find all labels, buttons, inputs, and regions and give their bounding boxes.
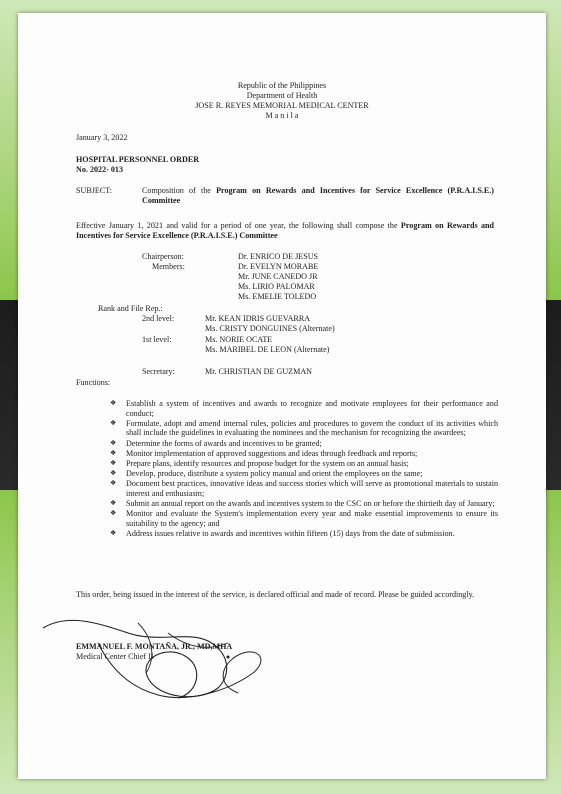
level1-name: Ms. MARIBEL DE LEON (Alternate) (205, 345, 330, 354)
function-text: Prepare plans, identify resources and propose budget for the system on an annual basis; (126, 458, 409, 468)
list-item (110, 439, 498, 449)
header-city: M a n i l a (265, 111, 299, 120)
functions-label: Functions: (76, 378, 111, 387)
list-item (110, 399, 498, 418)
level2-label: 2nd level: (142, 314, 175, 323)
diamond-bullet-icon: ❖ (110, 499, 117, 508)
intro-prefix: Effective January 1, 2021 and valid for a period of one year, the following shall compose the (76, 221, 401, 230)
diamond-bullet-icon: ❖ (110, 418, 117, 427)
diamond-bullet-icon: ❖ (110, 509, 117, 518)
diamond-bullet-icon: ❖ (110, 448, 117, 457)
diamond-bullet-icon: ❖ (110, 458, 117, 467)
level1-name: Ms. NORIE OCATE (205, 335, 273, 344)
order-number: No. 2022- 013 (76, 165, 123, 174)
level2-name: Mr. KEAN IDRIS GUEVARRA (205, 314, 311, 323)
list-item (110, 469, 498, 479)
rank-file-label: Rank and File Rep.: (98, 304, 163, 313)
functions-list (110, 399, 498, 539)
signatory-title: Medical Center Chief II (76, 652, 154, 661)
order-title: HOSPITAL PERSONNEL ORDER (76, 155, 200, 164)
document-date: January 3, 2022 (76, 133, 128, 142)
level2-name: Ms. CRISTY DONGUINES (Alternate) (205, 324, 335, 333)
diamond-bullet-icon: ❖ (110, 399, 117, 407)
function-text: Submit an annual report on the awards and incentives system to the CSC on or before the thirtieth day of January; (126, 499, 495, 509)
list-item (110, 509, 498, 528)
function-text: Determine the forms of awards and incentives to be granted; (126, 438, 322, 448)
document-page (18, 13, 546, 779)
subject-prefix: Composition of the (142, 186, 217, 195)
header-hospital: JOSE R. REYES MEMORIAL MEDICAL CENTER (195, 101, 369, 110)
list-item (110, 529, 498, 539)
member-name: Ms. EMELIE TOLEDO (238, 292, 317, 301)
function-text: Monitor implementation of approved suggestions and ideas through feedback and reports; (126, 448, 418, 458)
header-department: Department of Health (246, 91, 318, 100)
intro-program: Program on Rewards and Incentives for Service Excellence (P.R.A.I.S.E.) Committee (76, 221, 495, 240)
list-item (110, 459, 498, 469)
closing-paragraph: This order, being issued in the interest of the service, is declared official and made of record. Please be guided accordingly. (76, 590, 475, 599)
list-item (110, 499, 498, 509)
function-text: Monitor and evaluate the System's implementation every year and make essential improvements to ensure its suitability to the agency; and (126, 509, 498, 528)
members-label: Members: (152, 262, 185, 271)
subject-program: Program on Rewards and Incentives for Service Excellence (P.R.A.I.S.E.) Committee (142, 186, 494, 205)
function-text: Develop, produce, distribute a system policy manual and orient the employees on the same; (126, 469, 423, 479)
function-text: Address issues relative to awards and incentives within fifteen (15) days from the date of submission. (126, 529, 455, 539)
intro-paragraph (76, 221, 494, 241)
subject-label: SUBJECT: (76, 186, 113, 195)
member-name: Ms. LIRIO PALOMAR (238, 282, 315, 291)
member-name: Dr. EVELYN MORABE (238, 262, 319, 271)
diamond-bullet-icon: ❖ (110, 529, 117, 538)
function-text: Establish a system of incentives and awards to recognize and motivate employees for their performance and conduct; (126, 399, 498, 418)
function-text: Document best practices, innovative ideas and success stories which will serve as promotional materials to sustain interest and enthusiasm; (126, 479, 498, 498)
signatory-name: EMMANUEL F. MONTAÑA, JR., MD,MHA (76, 642, 233, 651)
list-item (110, 419, 498, 438)
member-name: Mr. JUNE CANEDO JR (238, 272, 318, 281)
header-republic: Republic of the Philippines (237, 81, 327, 90)
function-text: Formulate, adopt and amend internal rules, policies and procedures to govern the conduct of its activities which shall include the guidelines in evaluating the nominees and the mechanism for recognizing the awardees; (126, 418, 498, 438)
chair-label: Chairperson: (142, 252, 184, 261)
diamond-bullet-icon: ❖ (110, 479, 117, 488)
list-item (110, 479, 498, 498)
subject-text (142, 186, 494, 206)
secretary-label: Secretary: (142, 367, 175, 376)
chair-name: Dr. ENRICO DE JESUS (238, 252, 319, 261)
secretary-name: Mr. CHRISTIAN DE GUZMAN (205, 367, 313, 376)
diamond-bullet-icon: ❖ (110, 438, 117, 447)
level1-label: 1st level: (142, 335, 172, 344)
list-item (110, 449, 498, 459)
diamond-bullet-icon: ❖ (110, 469, 117, 478)
